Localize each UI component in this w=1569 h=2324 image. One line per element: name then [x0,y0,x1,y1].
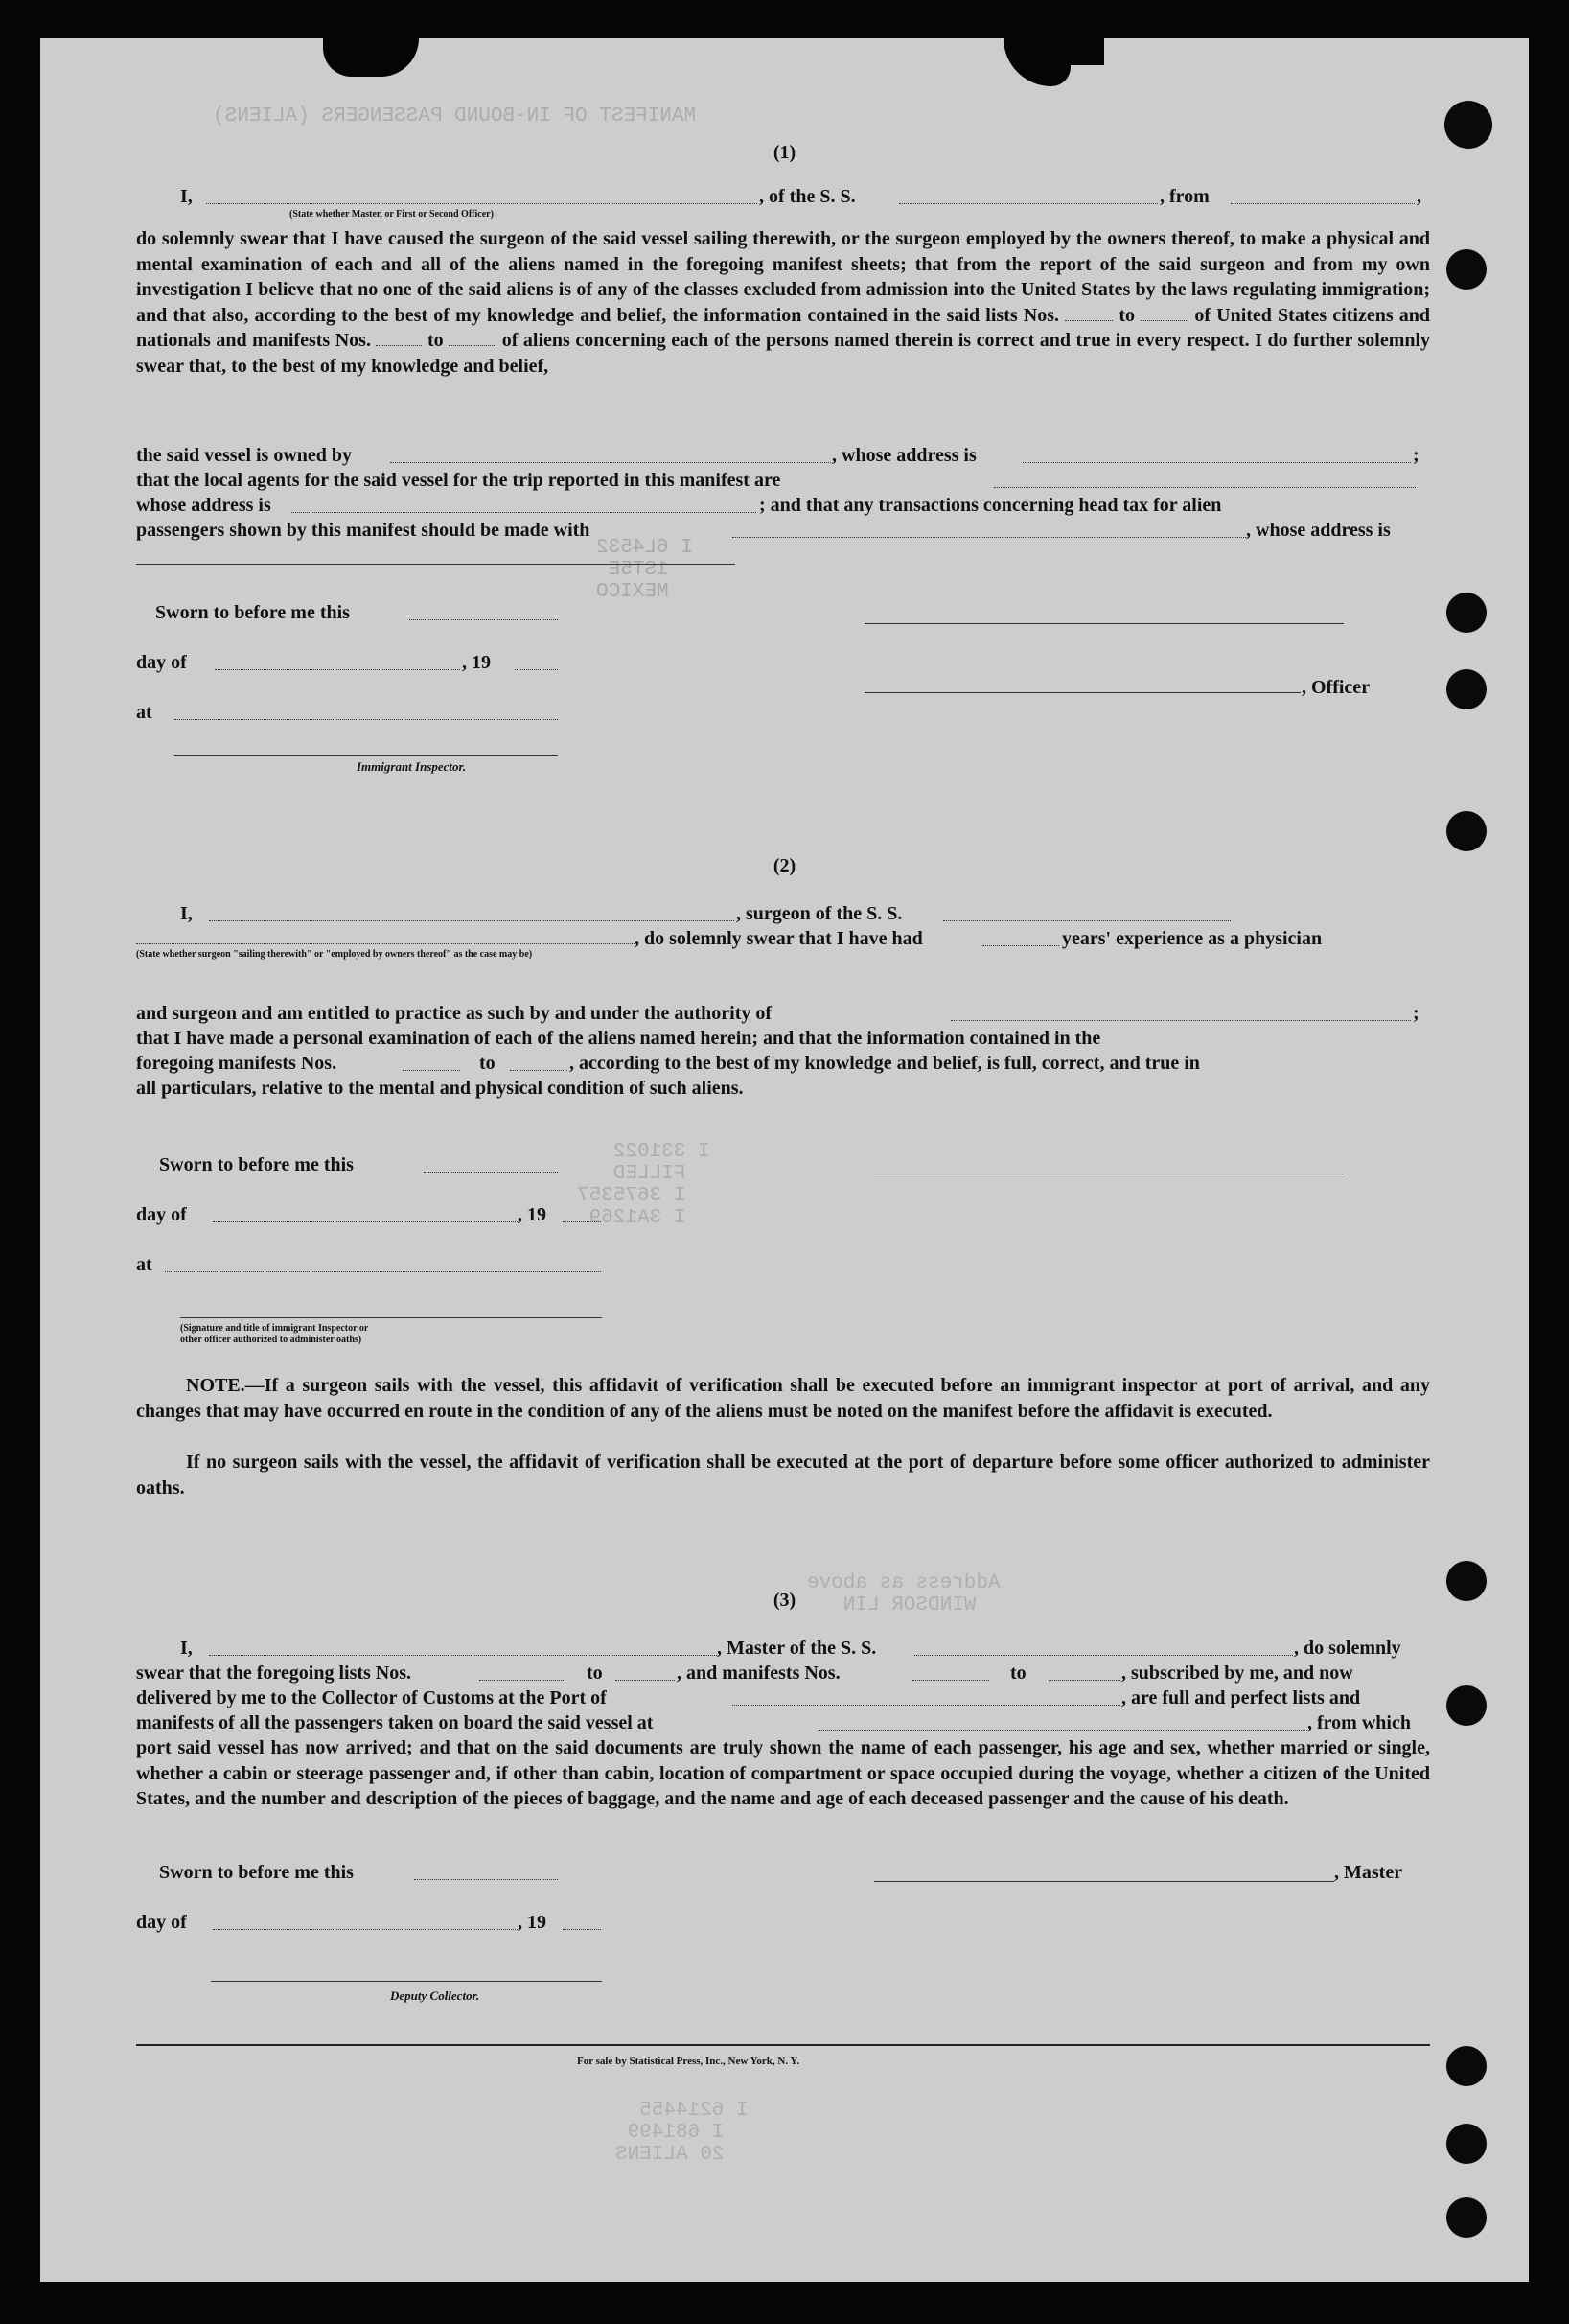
sworn-label: Sworn to before me this [159,1154,354,1175]
deputy-caption: Deputy Collector. [390,1988,480,2003]
signature-note: other officer authorized to administer oaths) [180,1335,362,1345]
authority-field[interactable] [951,1020,1411,1021]
head-tax-label: passengers shown by this manifest should be made with [136,520,590,541]
sworn-day-field[interactable] [424,1172,558,1173]
year-field[interactable] [563,1221,601,1222]
note-block [136,1373,1430,1424]
inspector-caption: Immigrant Inspector. [357,759,467,774]
bleed-through-text: I 6L4532 1ST5E MEXICO [596,537,693,603]
master-of-label: , Master of the S. S. [717,1638,877,1659]
full-perfect-text: , are full and perfect lists and [1121,1687,1361,1708]
list-from-field[interactable] [479,1680,565,1681]
surgeon-note: (State whether surgeon "sailing therewith" or "employed by owners thereof" as the case may be) [136,949,533,960]
years-text: years' experience as a physician [1062,928,1323,949]
to-label: to [587,1662,603,1684]
surgeon-vessel-field[interactable] [943,920,1231,921]
semicolon: ; [1413,445,1419,466]
manifest-from-field[interactable] [912,1680,989,1681]
do-solemnly-text: , do solemnly [1294,1638,1401,1659]
from-port-field[interactable] [1231,203,1415,204]
practice-text: and surgeon and am entitled to practice as such by and under the authority of [136,1003,773,1024]
vessel-label: , of the S. S. [759,186,856,207]
year-label: , 19 [518,1912,546,1933]
binder-hole [1446,1685,1487,1726]
list-no-to-field[interactable] [1141,305,1188,321]
bleed-through-text: I 331022 FILLED I 3675357 I 3A1269 [577,1141,710,1229]
master-name-field[interactable] [209,1655,717,1656]
contact-address-label: , whose address is [1246,520,1391,541]
section-number: (3) [773,1590,796,1611]
contact-address-field[interactable] [136,564,735,565]
officer-name-field[interactable] [206,203,757,204]
surgeon-name-field[interactable] [209,920,734,921]
binder-hole [1446,2124,1487,2164]
delivered-text: delivered by me to the Collector of Customs at the Port of [136,1687,607,1708]
signature-note: (Signature and title of immigrant Inspector or [180,1323,369,1334]
master-signature-line[interactable] [874,1881,1334,1882]
manifest-to-field[interactable] [1049,1680,1120,1681]
manifest-to-field[interactable] [510,1070,567,1071]
officer-note: (State whether Master, or First or Second Officer) [289,209,494,220]
from-label: , from [1160,186,1210,207]
sworn-day-field[interactable] [414,1879,558,1880]
swear-had-text: , do solemnly swear that I have had [635,928,923,949]
surgeon-status-field[interactable] [136,943,635,944]
master-vessel-field[interactable] [914,1655,1293,1656]
officer-signature-line[interactable] [865,623,1344,624]
binder-hole [1446,811,1487,851]
manifest-no-from-field[interactable] [376,330,422,346]
according-text: , according to the best of my knowledge and belief, is full, correct, and true in [569,1053,1200,1074]
list-no-from-field[interactable] [1065,305,1113,321]
local-agents-label: that the local agents for the said vessel for the trip reported in this manifest are [136,470,781,491]
note-text: —If a surgeon sails with the vessel, this affidavit of verification shall be executed before an immigrant inspector at port of arrival, and any changes that may have occurred en route in the condition of any of the aliens must be noted on the manifest before the affidavit is executed. [136,1375,1430,1422]
day-of-label: day of [136,1912,187,1933]
manifests-all-text: manifests of all the passengers taken on board the said vessel at [136,1712,654,1733]
surgeon-deponent-label: I, [180,903,193,924]
vessel-name-field[interactable] [899,203,1158,204]
torn-edge [323,38,419,77]
master-label: , Master [1334,1862,1403,1883]
bleed-through-text: Address as above WINDSOR LIN [807,1572,1001,1616]
head-tax-contact-field[interactable] [732,537,1246,538]
owner-field[interactable] [390,462,831,463]
month-field[interactable] [215,669,460,670]
to-label: to [479,1053,496,1074]
deponent-label: I, [180,186,193,207]
owned-by-label: the said vessel is owned by [136,445,353,466]
years-field[interactable] [982,945,1059,946]
master-oath-body: port said vessel has now arrived; and that on the said documents are truly shown the name of each passenger, his age and sex, whether married or single, whether a cabin or steerage passenger and, if other than cabin, location of compartment or space occupied during the voyage, whether a citizen of the United States, and the number and description of the pieces of baggage, and the name and age of each deceased passenger and the cause of his death. [136,1737,1430,1809]
oath-body-1: do solemnly swear that I have caused the surgeon of the said vessel sailing therewith, or the surgeon employed by the owners thereof, to make a physical and mental examination of each and all of the aliens named in the foregoing manifest sheets; that from the report of the said surgeon and from my own investigation I believe that no one of the said aliens is of any of the classes excluded from admission into the United States by the laws regulating immigration; and that also, according to the best of my knowledge and belief, the information contained in the said lists Nos. to of United States citizens and nationals and manifests Nos. to of aliens concerning each of the persons named therein is correct and true in every respect. I do further solemnly swear that, to the best of my knowledge and belief, [136,228,1431,377]
year-label: , 19 [462,652,491,673]
to-label: to [1010,1662,1027,1684]
at-label: at [136,702,152,723]
year-label: , 19 [518,1204,546,1225]
surgeon-of-label: , surgeon of the S. S. [736,903,903,924]
section-number: (2) [773,855,796,876]
note-label: NOTE. [186,1375,245,1396]
manifest-from-field[interactable] [403,1070,460,1071]
departure-port-field[interactable] [819,1730,1307,1731]
bleed-through-text: I 6214455 I 681499 20 ALIENS [615,2100,749,2166]
deputy-signature-line[interactable] [211,1981,602,1982]
printer-credit: For sale by Statistical Press, Inc., New York, N. Y. [577,2056,800,2067]
semicolon: ; [1413,1003,1419,1024]
at-place-field[interactable] [165,1271,601,1272]
year-field[interactable] [515,669,558,670]
local-agents-field[interactable] [994,487,1416,488]
at-label: at [136,1254,152,1275]
owner-address-field[interactable] [1023,462,1411,463]
day-of-label: day of [136,652,187,673]
day-of-label: day of [136,1204,187,1225]
head-tax-text: ; and that any transactions concerning head tax for alien [759,495,1222,516]
and-manifests-label: , and manifests Nos. [677,1662,841,1684]
note-block-2 [136,1450,1430,1500]
sworn-label: Sworn to before me this [155,602,350,623]
list-to-field[interactable] [615,1680,675,1681]
year-field[interactable] [563,1929,601,1930]
officer-label: , Officer [1302,677,1371,698]
manifest-page [40,38,1529,2282]
agent-address-field[interactable] [291,512,756,513]
inspector-signature-line[interactable] [174,755,558,756]
personal-exam-text: that I have made a personal examination of each of the aliens named herein; and that the information contained in the [136,1028,1101,1049]
manifests-nos-label: foregoing manifests Nos. [136,1053,337,1074]
sworn-day-field[interactable] [409,619,558,620]
address-label: , whose address is [832,445,977,466]
sworn-label: Sworn to before me this [159,1862,354,1883]
month-field[interactable] [213,1221,518,1222]
manifest-no-to-field[interactable] [449,330,496,346]
footer-rule [136,2044,1430,2046]
swear-lists-label: swear that the foregoing lists Nos. [136,1662,412,1684]
officer-name-line[interactable] [865,692,1301,693]
section-number: (1) [773,142,796,163]
binder-hole [1446,2046,1487,2086]
agent-address-label: whose address is [136,495,271,516]
binder-hole [1446,593,1487,633]
binder-hole [1446,669,1487,709]
particulars-text: all particulars, relative to the mental and physical condition of such aliens. [136,1078,744,1099]
torn-edge [1027,38,1104,65]
binder-hole [1446,249,1487,290]
binder-hole [1446,2197,1487,2238]
port-field[interactable] [732,1705,1120,1706]
from-which-text: , from which [1307,1712,1411,1733]
at-place-field[interactable] [174,719,558,720]
inspector-signature-line[interactable] [180,1317,602,1318]
note-text-2: If no surgeon sails with the vessel, the affidavit of verification shall be executed at the port of departure before some officer authorized to administer oaths. [136,1452,1430,1499]
month-field[interactable] [213,1929,518,1930]
master-deponent-label: I, [180,1638,193,1659]
subscribed-text: , subscribed by me, and now [1121,1662,1353,1684]
bleed-through-text: MANIFEST OF IN-BOUND PASSENGERS (ALIENS) [213,105,697,128]
comma: , [1417,186,1421,207]
